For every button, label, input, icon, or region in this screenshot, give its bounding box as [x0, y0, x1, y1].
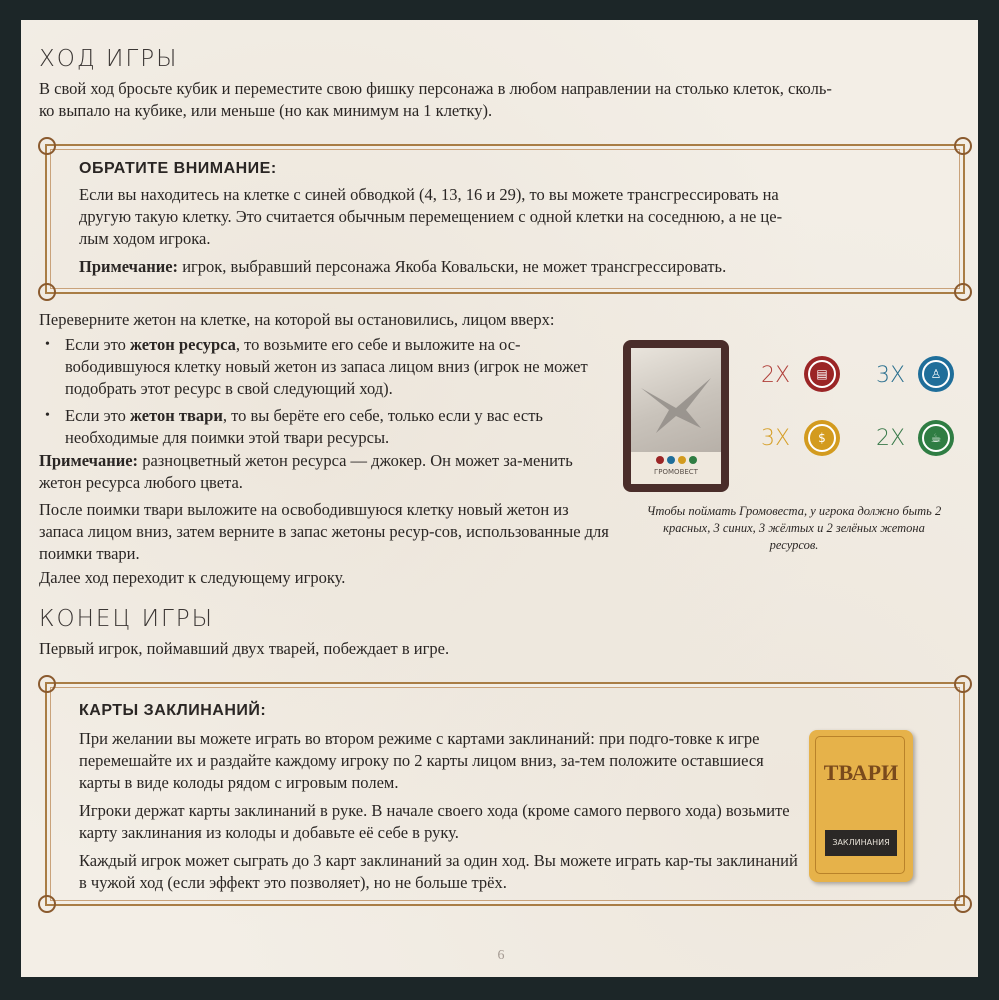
after-capture-paragraph: После поимки твари выложите на освободившуюся клетку новый жетон из запаса лицом вниз, затем верните в запас жетоны ресур-сов, использованные для поимки твари.	[39, 500, 609, 563]
beast-card	[623, 340, 729, 492]
spell-card-label: ЗАКЛИНАНИЯ	[825, 830, 897, 856]
blue-resource-token	[918, 356, 954, 392]
spells-title: КАРТЫ ЗАКЛИНАНИЙ:	[79, 702, 267, 719]
resource-dots	[631, 456, 721, 464]
attention-text: Если вы находитесь на клетке с синей обводкой (4, 13, 16 и 29), то вы можете трансгрессировать на другую такую клетку. Это считается обычным перемещением с одной клетки на соседнюю, а не це- лым ходом игрока. Примечание: игрок, выбравший персонажа Якоба Ковальски, не может трансгрессировать.	[79, 184, 939, 278]
token-count: 2Х	[761, 363, 791, 388]
flip-intro: Переверните жетон на клетке, на которой вы остановились, лицом вверх:	[39, 310, 555, 329]
red-resource-token	[804, 356, 840, 392]
spell-card-title: ТВАРИ	[823, 760, 899, 785]
ornament-icon	[38, 895, 56, 913]
green-dot-icon	[689, 456, 697, 464]
section-heading-turn: ХОД ИГРЫ	[39, 46, 179, 72]
end-paragraph: Первый игрок, поймавший двух тварей, побеждает в игре.	[39, 639, 450, 658]
turn-line: ко выпало на кубике, или меньше (но как минимум на 1 клетку).	[39, 101, 493, 120]
token-bullet-list	[43, 334, 588, 454]
turn-line: В свой ход бросьте кубик и переместите свою фишку персонажа в любом направлении на столько клеток, сколь-	[39, 79, 832, 98]
beast-card-name: ГРОМОВЕСТ	[654, 468, 698, 476]
token-count: 3Х	[876, 363, 906, 388]
list-item: • Если это жетон ресурса, то возьмите его себе и выложите на ос-вободившуюся клетку новый жетон из запаса лицом вниз (игрок не может подобрать этот ресурс в свой следующий ход).	[43, 334, 588, 400]
blue-dot-icon	[667, 456, 675, 464]
spell-card-back	[809, 730, 913, 882]
red-dot-icon	[656, 456, 664, 464]
ornament-icon	[954, 137, 972, 155]
section-heading-end: КОНЕЦ ИГРЫ	[39, 606, 214, 632]
beast-illustration	[631, 348, 721, 452]
token-count: 3Х	[761, 426, 791, 451]
spells-text: При желании вы можете играть во втором режиме с картами заклинаний: при подго-товке к игре перемешайте их и раздайте каждому игроку по 2 карты лицом вниз, за-тем положите оставшиеся карты в виде колоды рядом с игровым полем. Игроки держат карты заклинаний в руке. В начале своего хода (кроме самого первого хода) возьмите карту заклинания из колоды и добавьте её себе в руку. Каждый игрок может сыграть до 3 карт заклинаний за один ход. Вы можете играть кар-ты заклинаний в чужой ход (если эффект это позволяет), но не больше трёх.	[79, 729, 798, 892]
yellow-dot-icon	[678, 456, 686, 464]
attention-box	[45, 144, 965, 294]
rulebook-page	[21, 20, 978, 977]
attention-title: ОБРАТИТЕ ВНИМАНИЕ:	[79, 160, 277, 177]
list-item: • Если это жетон твари, то вы берёте его себе, только если у вас есть необходимые для поимки этой твари ресурсы.	[43, 405, 588, 449]
beast-card-caption: Чтобы поймать Громовеста, у игрока должно быть 2 красных, 3 синих, 3 жёлтых и 2 зелёных жетона ресурсов.	[646, 504, 942, 552]
yellow-resource-token	[804, 420, 840, 456]
turn-paragraph	[39, 78, 969, 122]
next-player-paragraph: Далее ход переходит к следующему игроку.	[39, 568, 346, 587]
spells-box	[45, 682, 965, 906]
coin-icon: $	[808, 424, 836, 452]
ornament-icon	[954, 675, 972, 693]
thunderbird-icon	[631, 348, 721, 452]
page-number: 6	[497, 948, 505, 963]
attention-note: Примечание: игрок, выбравший персонажа Якоба Ковальски, не может трансгрессировать.	[79, 257, 727, 276]
flip-note: Примечание: разноцветный жетон ресурса — джокер. Он может за-менить жетон ресурса любого цвета.	[39, 451, 573, 492]
potion-icon: ♙	[922, 360, 950, 388]
token-count: 2Х	[876, 426, 906, 451]
book-icon: ▤	[808, 360, 836, 388]
teapot-icon: ☕	[922, 424, 950, 452]
ornament-icon	[38, 283, 56, 301]
green-resource-token	[918, 420, 954, 456]
